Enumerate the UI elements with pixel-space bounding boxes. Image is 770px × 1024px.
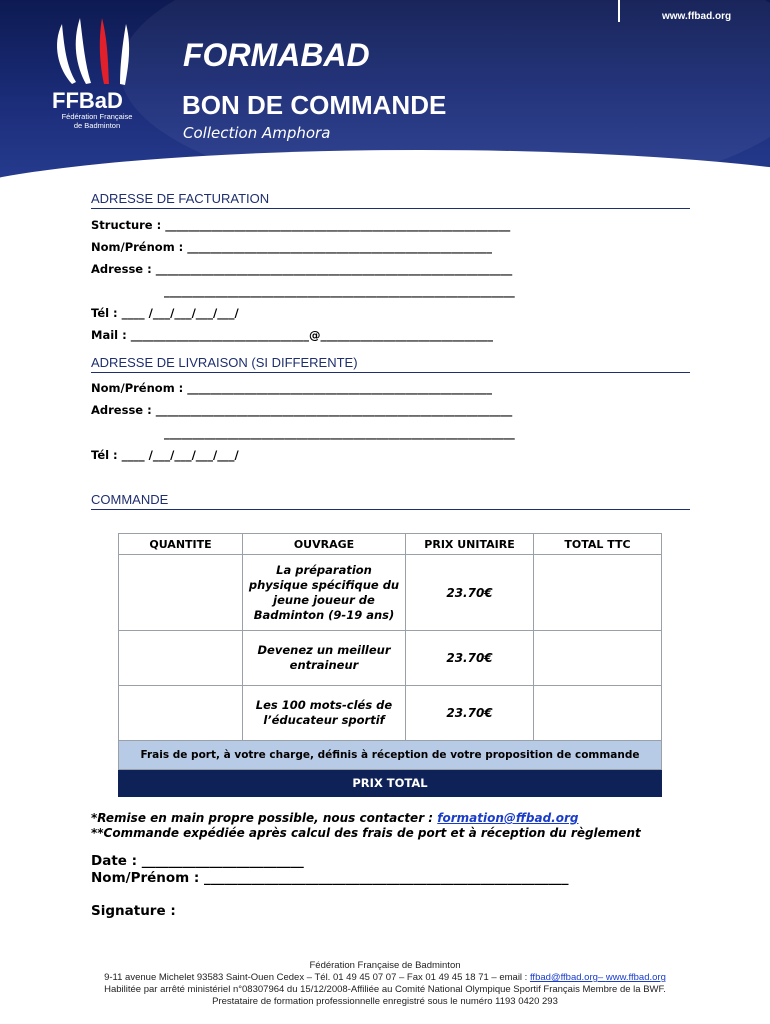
shipping-condition-note: **Commande expédiée après calcul des frais de port et à réception du règlement <box>91 826 641 840</box>
total-cell[interactable] <box>534 631 662 686</box>
table-row <box>119 555 662 631</box>
logo-name: FFBaD <box>52 88 123 113</box>
table-row <box>119 686 662 741</box>
billing-phone-field[interactable]: Tél : ____ /___/___/___/___/ <box>91 306 239 320</box>
billing-structure-field[interactable]: Structure : ____________________________________________________________ <box>91 218 511 232</box>
signature-name-field[interactable]: Nom/Prénom : ______________________________________________________ <box>91 870 569 886</box>
footer-contact-text: 9-11 avenue Michelet 93583 Saint-Ouen Cedex – Tél. 01 49 45 07 07 – Fax 01 49 45 18 71 – email : <box>104 972 530 983</box>
billing-heading: ADRESSE DE FACTURATION <box>91 192 690 209</box>
page-subtitle: Collection Amphora <box>183 124 331 142</box>
shipping-note: Frais de port, à votre charge, définis à réception de votre proposition de commande <box>119 741 662 770</box>
brand-name: FORMABAD <box>183 37 370 73</box>
unit-price-cell: 23.70€ <box>406 686 534 741</box>
signature-field[interactable]: Signature : <box>91 903 176 919</box>
total-cell[interactable] <box>534 555 662 631</box>
total-row <box>119 770 662 797</box>
billing-mail-field[interactable]: Mail : _______________________________@______________________________ <box>91 328 493 342</box>
book-title-cell: Devenez un meilleur entraineur <box>243 631 406 686</box>
unit-price-cell: 23.70€ <box>406 555 534 631</box>
footer-separator: – <box>597 972 606 983</box>
banner-divider <box>618 0 620 22</box>
book-title-cell: La préparation physique spécifique du jeune joueur de Badminton (9-19 ans) <box>243 555 406 631</box>
page-title: BON DE COMMANDE <box>182 90 447 120</box>
total-cell[interactable] <box>534 686 662 741</box>
unit-price-cell: 23.70€ <box>406 631 534 686</box>
logo-subtitle-line1: Fédération Française <box>61 112 133 121</box>
shipping-row <box>119 741 662 770</box>
logo-subtitle-line2: de Badminton <box>73 121 121 130</box>
column-header-total: TOTAL TTC <box>534 534 662 555</box>
site-url[interactable]: www.ffbad.org <box>662 11 732 22</box>
formation-email-link[interactable]: formation@ffbad.org <box>437 811 579 825</box>
footer-contact <box>0 972 770 983</box>
delivery-address-field[interactable]: Adresse : ______________________________________________________________ <box>91 403 513 417</box>
total-price-label: PRIX TOTAL <box>119 770 662 797</box>
delivery-note-text: *Remise en main propre possible, nous contacter : <box>91 811 438 825</box>
order-table <box>118 533 662 797</box>
footer-email-link[interactable]: ffbad@ffbad.org <box>529 972 598 983</box>
column-header-unit-price: PRIX UNITAIRE <box>406 534 534 555</box>
delivery-heading: ADRESSE DE LIVRAISON (SI DIFFERENTE) <box>91 356 690 373</box>
date-field[interactable]: Date : ________________________ <box>91 853 304 869</box>
footer-registration: Prestataire de formation professionnelle enregistré sous le numéro 1193 0420 293 <box>212 996 558 1007</box>
footer-accreditation: Habilitée par arrêté ministériel n°08307964 du 15/12/2008-Affiliée au Comité National Olympique Sportif Français Membre de la BWF. <box>104 984 666 995</box>
billing-address-field[interactable]: Adresse : ______________________________________________________________ <box>91 262 513 276</box>
delivery-note <box>91 811 578 825</box>
delivery-phone-field[interactable]: Tél : ____ /___/___/___/___/ <box>91 448 239 462</box>
logo-subtitle <box>52 112 142 130</box>
order-table-header-row <box>119 534 662 555</box>
footer-org-name: Fédération Française de Badminton <box>309 960 461 971</box>
quantity-cell[interactable] <box>119 686 243 741</box>
billing-name-field[interactable]: Nom/Prénom : _____________________________________________________ <box>91 240 493 254</box>
quantity-cell[interactable] <box>119 555 243 631</box>
delivery-address-line2-field[interactable]: _____________________________________________________________ <box>164 426 515 440</box>
billing-address-line2-field[interactable]: _____________________________________________________________ <box>164 284 515 298</box>
footer-site-link[interactable]: www.ffbad.org <box>605 972 666 983</box>
book-title-cell: Les 100 mots-clés de l’éducateur sportif <box>243 686 406 741</box>
delivery-name-field[interactable]: Nom/Prénom : _____________________________________________________ <box>91 381 493 395</box>
column-header-quantity: QUANTITE <box>119 534 243 555</box>
quantity-cell[interactable] <box>119 631 243 686</box>
column-header-book: OUVRAGE <box>243 534 406 555</box>
table-row <box>119 631 662 686</box>
order-heading: COMMANDE <box>91 493 690 510</box>
